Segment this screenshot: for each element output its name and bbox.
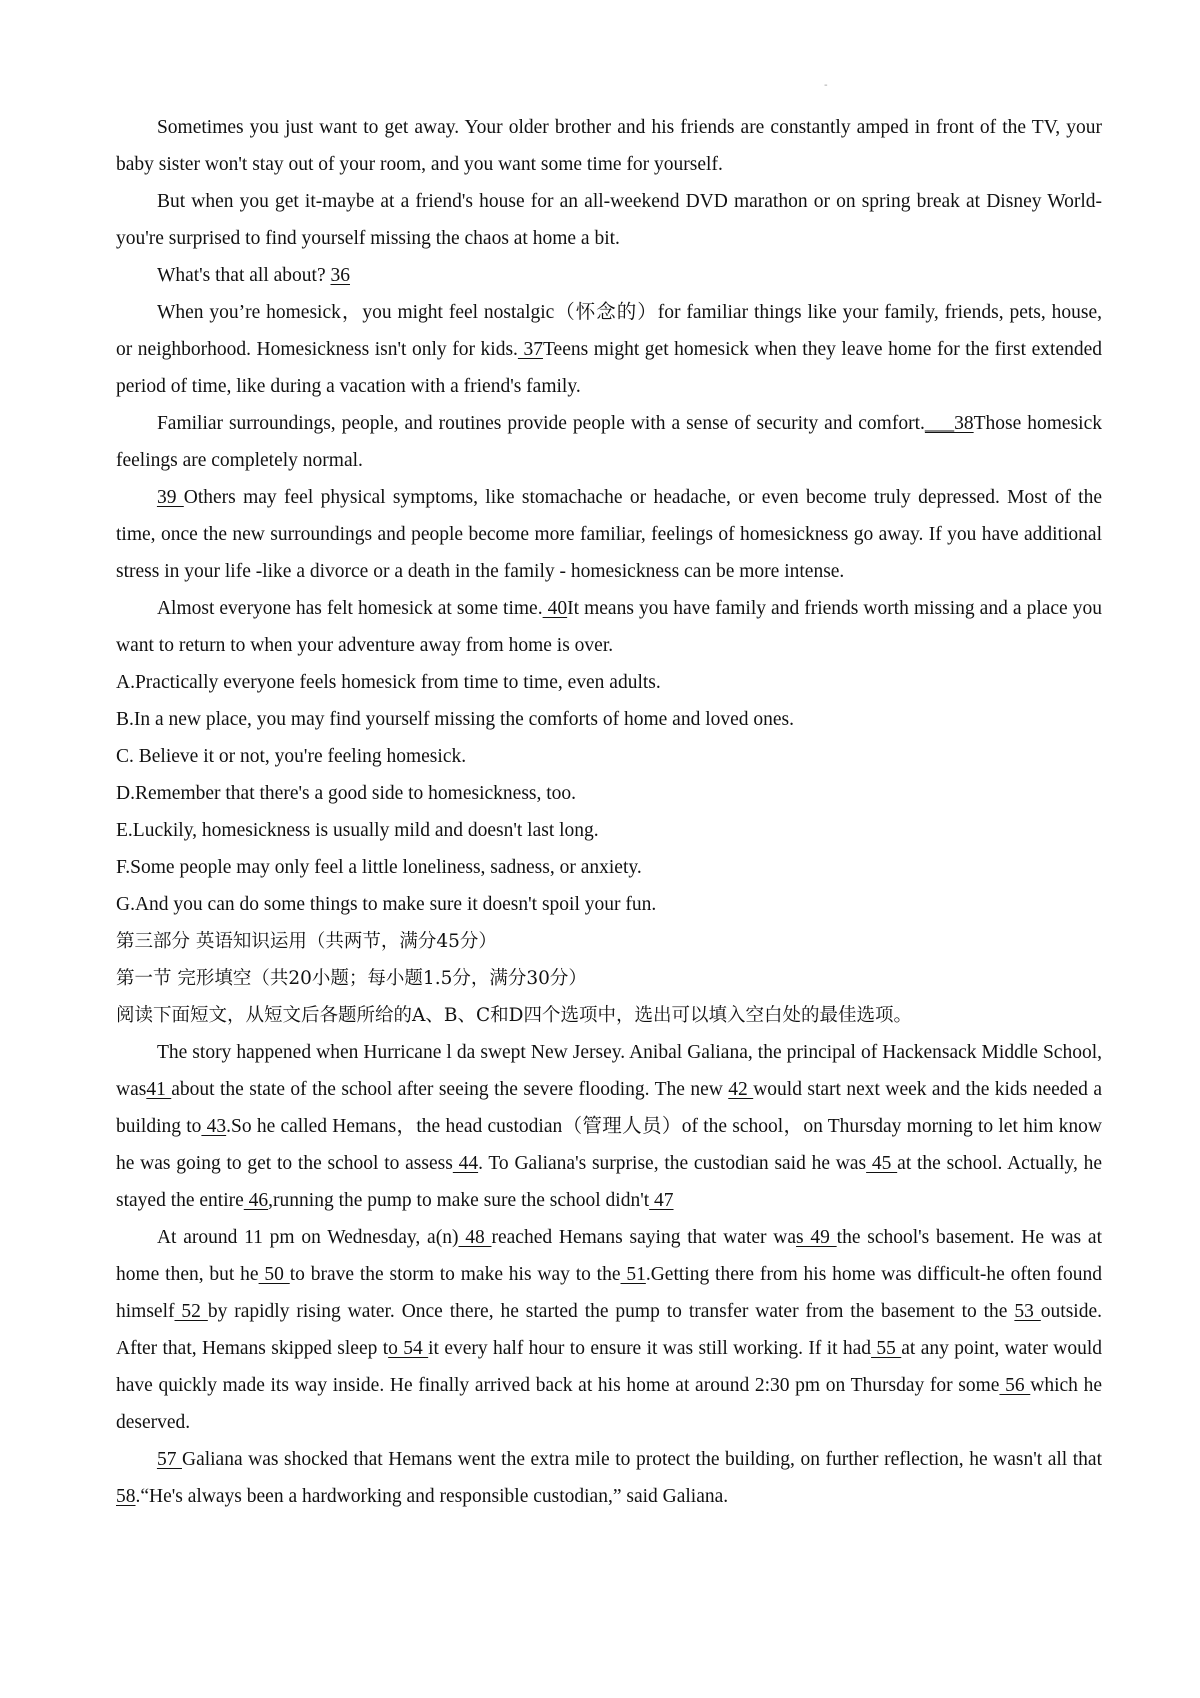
option-e: E.Luckily, homesickness is usually mild and doesn't last long.	[116, 820, 599, 841]
paragraph-text: at any point, water would have quickly made its way inside. He finally arrived back at his home at around 2:30 pm on Thursday for some	[116, 1338, 1102, 1396]
paragraph-text: Others may feel physical symptoms, like stomachache or headache, or even become truly depressed. Most of the time, once the new surroundings and people become more familiar, feelings of homesickness go away. If you have additional stress in your life -like a divorce or a death in the family - homesickness can be more intense.	[116, 487, 1103, 582]
paragraph-text: which he deserved.	[116, 1375, 1103, 1433]
paragraph-text: at the school. Actually, he stayed the entire	[116, 1153, 1103, 1211]
paragraph-text: When you’re homesick，you might feel nostalgic（怀念的）for familiar things like your family, friends, pets, house, or neighborhood. Homesickness isn't only for kids.	[116, 302, 1102, 360]
paragraph-text: the school's basement. He was at home then, but he	[116, 1227, 1102, 1285]
paragraph-text: Familiar surroundings, people, and routines provide people with a sense of security and comfort.	[156, 413, 925, 434]
paragraph-text: by rapidly rising water. Once there, he started the pump to transfer water from the basement to the	[207, 1301, 1015, 1322]
paragraph-text: At around 11 pm on Wednesday, a(n)	[156, 1227, 459, 1248]
blank-57: 57	[156, 1449, 182, 1470]
passage1-paragraph-5	[116, 405, 1102, 479]
paragraph-text: to brave the storm to make his way to the	[289, 1264, 621, 1285]
option-a: A.Practically everyone feels homesick from time to time, even adults.	[116, 672, 661, 693]
paragraph-text: The story happened when Hurricane l da swept New Jersey. Anibal Galiana, the principal of Hackensack Middle School, was	[116, 1042, 1102, 1100]
passage1-paragraph-3	[116, 257, 1102, 294]
part3-heading: 第三部分 英语知识运用（共两节，满分45分）	[116, 931, 497, 952]
option-b: B.In a new place, you may find yourself missing the comforts of home and loved ones.	[116, 709, 795, 730]
blank-45: 45	[866, 1153, 898, 1174]
paragraph-text: It means you have family and friends worth missing and a place you want to return to when your adventure away from home is over.	[116, 598, 1102, 656]
cloze-instruction: 阅读下面短文，从短文后各题所给的A、B、C和D四个选项中，选出可以填入空白处的最佳选项。	[116, 1005, 912, 1026]
blank-51: 51	[620, 1264, 646, 1285]
paragraph-text: . To Galiana's surprise, the custodian said he was	[478, 1153, 867, 1174]
paragraph-text: Galiana was shocked that Hemans went the extra mile to protect the building, on further reflection, he wasn't all that	[181, 1449, 1102, 1470]
blank-50: 50	[258, 1264, 290, 1285]
blank-53: 53	[1014, 1301, 1041, 1322]
section1-heading: 第一节 完形填空（共20小题；每小题1.5分，满分30分）	[116, 968, 587, 989]
paragraph-text: outside. After that, Hemans skipped sleep t	[116, 1301, 1102, 1359]
blank-42: 42	[728, 1079, 754, 1100]
passage1-paragraph-6	[116, 479, 1102, 590]
option-g: G.And you can do some things to make sure it doesn't spoil your fun.	[116, 894, 657, 915]
blank-58: 58	[116, 1486, 136, 1507]
option-list	[116, 664, 1102, 923]
blank-56: 56	[999, 1375, 1031, 1396]
blank-47: 47	[649, 1190, 674, 1211]
blank-55: 55	[871, 1338, 902, 1359]
blank-41: 41	[146, 1079, 172, 1100]
paragraph-text: .So he called Hemans，the head custodian（管理人员）of the school，on Thursday morning to let him know he was going to get to the school to assess	[116, 1116, 1102, 1174]
blank-37: 37	[517, 339, 543, 360]
blank-39: 39	[156, 487, 184, 508]
blank-36: 36	[330, 265, 350, 286]
passage2-paragraph-1	[116, 1034, 1102, 1219]
paragraph-text: would start next week and the kids needed a building to	[116, 1079, 1103, 1137]
paragraph-text: Almost everyone has felt homesick at some time.	[156, 598, 543, 619]
blank-40: 40	[542, 598, 568, 619]
passage1-paragraph-7	[116, 590, 1102, 664]
exam-page	[116, 109, 1102, 1515]
paragraph-text: reached Hemans saying that water wa	[491, 1227, 797, 1248]
paragraph-text: .“He's always been a hardworking and responsible custodian,” said Galiana.	[135, 1486, 729, 1507]
passage2-paragraph-3	[116, 1441, 1102, 1515]
blank-46: 46	[243, 1190, 269, 1211]
blank-44: 44	[452, 1153, 479, 1174]
paragraph-text: Those homesick feelings are completely normal.	[116, 413, 1102, 471]
blank-49: s 49	[796, 1227, 837, 1248]
passage2-paragraph-2	[116, 1219, 1102, 1441]
passage1-paragraph-1: Sometimes you just want to get away. Your older brother and his friends are constantly amped in front of the TV, your baby sister won't stay out of your room, and you want some time for yourself.	[116, 117, 1102, 175]
header-mark: -	[824, 80, 828, 91]
passage1-paragraph-4	[116, 294, 1102, 405]
paragraph-text: ,running the pump to make sure the school didn't	[268, 1190, 650, 1211]
passage1-paragraph-2: But when you get it-maybe at a friend's house for an all-weekend DVD marathon or on spring break at Disney World-you're surprised to find yourself missing the chaos at home a bit.	[116, 191, 1102, 249]
paragraph-text: .Getting there from his home was difficult-he often found himself	[116, 1264, 1103, 1322]
paragraph-text: it every half hour to ensure it was still working. If it had	[428, 1338, 872, 1359]
blank-54: o 54	[388, 1338, 429, 1359]
option-c: C. Believe it or not, you're feeling homesick.	[116, 746, 467, 767]
blank-38: ___38	[924, 413, 974, 434]
option-f: F.Some people may only feel a little loneliness, sadness, or anxiety.	[116, 857, 642, 878]
blank-48: 48	[458, 1227, 492, 1248]
paragraph-text: Teens might get homesick when they leave home for the first extended period of time, like during a vacation with a friend's family.	[116, 339, 1103, 397]
paragraph-text: about the state of the school after seeing the severe flooding. The new	[171, 1079, 729, 1100]
blank-52: 52	[174, 1301, 208, 1322]
option-d: D.Remember that there's a good side to homesickness, too.	[116, 783, 577, 804]
paragraph-text: What's that all about?	[156, 265, 331, 286]
blank-43: 43	[201, 1116, 227, 1137]
